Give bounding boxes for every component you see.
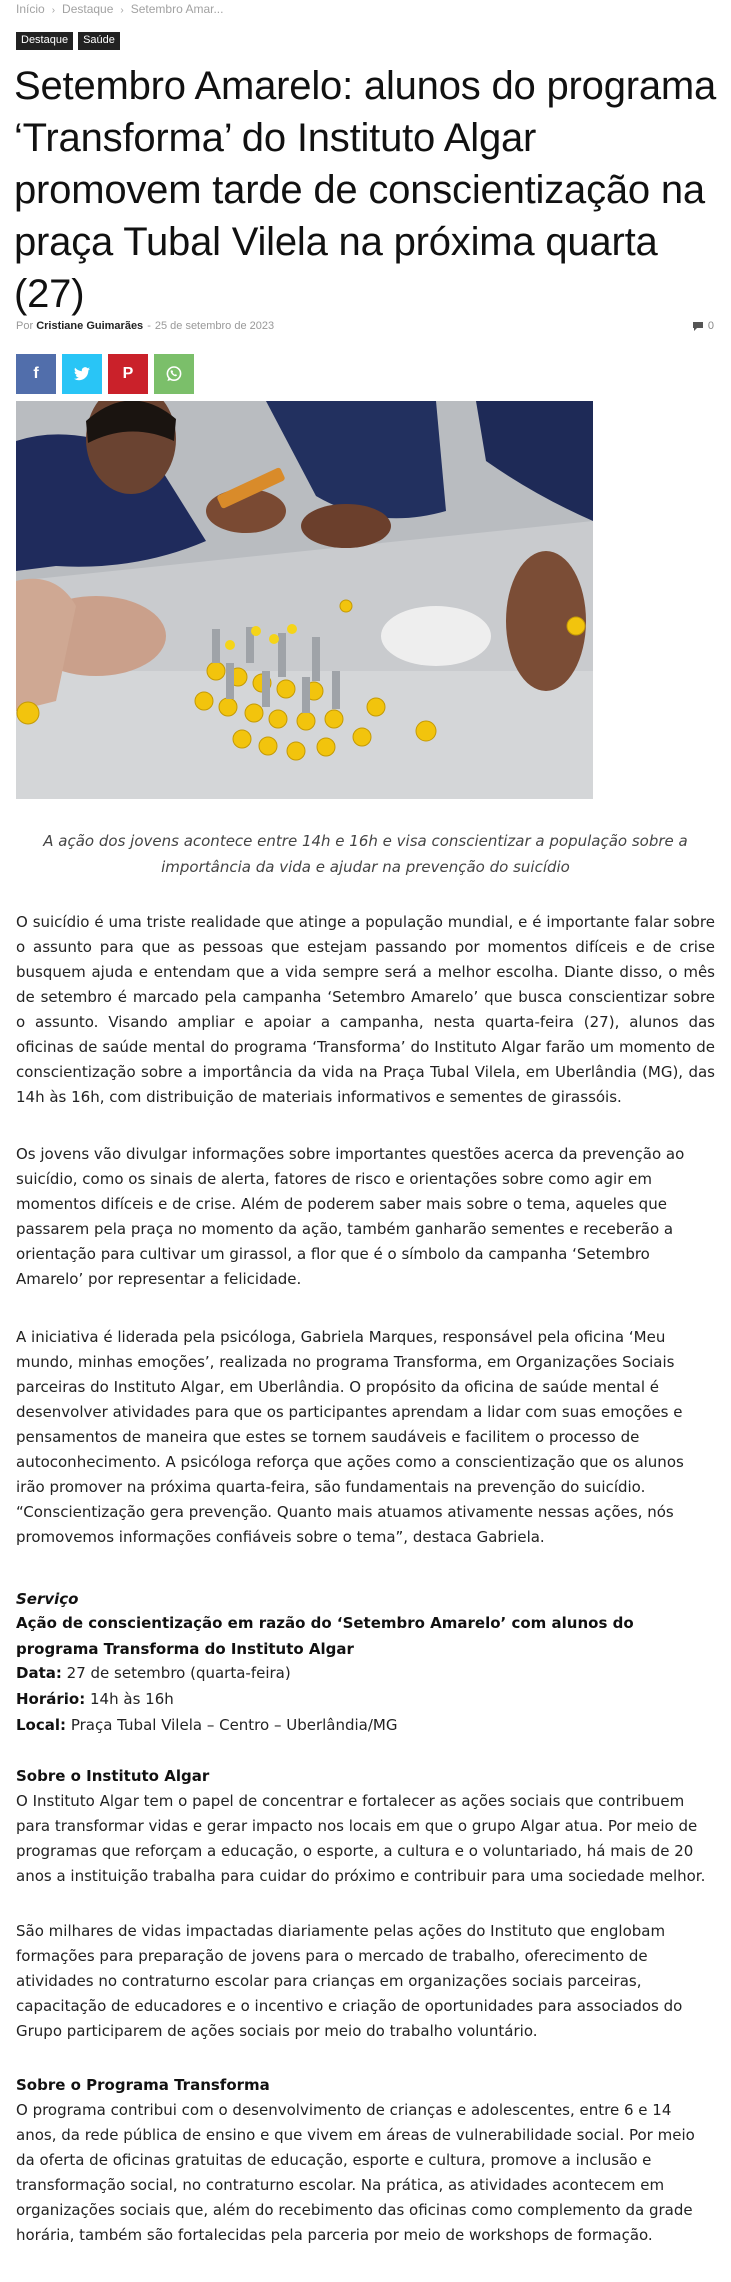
- pinterest-icon: P: [122, 365, 134, 382]
- author-link[interactable]: Cristiane Guimarães: [36, 320, 144, 332]
- paragraph-3: A iniciativa é liderada pela psicóloga, Gabriela Marques, responsável pela oficina ‘Meu mundo, minhas emoções’, realizada no programa Transforma, em Organizações Sociais parceiras do Instituto Algar, em Uberlândia. O propósito da oficina de saúde mental é desenvolver atividades para que os participantes aprendam a lidar com suas emoções e pensamentos de maneira que estes se tornem saudáveis e facilitem o processo de autoconhecimento. A psicóloga reforça que ações como a conscientização que os alunos irão promover na próxima quarta-feira, são fundamentais na prevenção do suicídio. “Conscientização gera prevenção. Quanto mais atuamos ativamente nessas ações, nós promovemos informações confiáveis sobre o tema”, destaca Gabriela.: [16, 1328, 684, 1546]
- about-algar-paragraph-1: O Instituto Algar tem o papel de concentrar e fortalecer as ações sociais que contribuem para transformar vidas e gerar impacto nos locais em que o grupo Algar atua. Por meio de programas que reforçam a educação, o esporte, a cultura e o voluntariado, há mais de 20 anos a instituição trabalha para cuidar do próximo e contribuir para uma sociedade melhor.: [16, 1792, 706, 1885]
- publish-date: 25 de setembro de 2023: [154, 320, 275, 332]
- service-time-value: 14h às 16h: [90, 1690, 174, 1708]
- service-date: [16, 1660, 291, 1686]
- meta-separator: -: [147, 320, 151, 332]
- breadcrumb-separator-icon: ›: [51, 5, 56, 16]
- article-title: Setembro Amarelo: alunos do programa ‘Transforma’ do Instituto Algar promovem tarde de conscientização na praça Tubal Vilela na próxima quarta (27): [14, 64, 717, 316]
- whatsapp-share-button[interactable]: [154, 354, 194, 394]
- service-location-value: Praça Tubal Vilela – Centro – Uberlândia/MG: [70, 1716, 398, 1734]
- service-heading: Serviço: [16, 1590, 79, 1608]
- whatsapp-icon: [165, 365, 183, 383]
- article-meta: [16, 320, 274, 332]
- category-tag-destaque[interactable]: Destaque: [16, 32, 73, 50]
- breadcrumb: [16, 2, 223, 16]
- facebook-share-button[interactable]: [16, 354, 56, 394]
- breadcrumb-home[interactable]: Início: [16, 2, 45, 16]
- breadcrumb-separator-icon: ›: [120, 5, 124, 16]
- comments-link[interactable]: [692, 320, 714, 332]
- share-buttons: [16, 354, 194, 394]
- paragraph-1: O suicídio é uma triste realidade que atinge a população mundial, e é importante falar sobre o assunto para que as pessoas que estejam passando por momentos difíceis e de crise busquem ajuda e entendam que a vida sempre será a melhor escolha. Diante disso, o mês de setembro é marcado pela campanha ‘Setembro Amarelo’ que busca conscientizar sobre o assunto. Visando ampliar e apoiar a campanha, nesta quarta-feira (27), alunos das oficinas de saúde mental do programa ‘Transforma’ do Instituto Algar farão um momento de conscientização sobre a importância da vida na Praça Tubal Vilela, em Uberlândia (MG), das 14h às 16h, com distribuição de materiais informativos e sementes de girassóis.: [16, 913, 715, 1106]
- service-location: [16, 1712, 398, 1738]
- comment-count: 0: [707, 320, 714, 332]
- by-label: Por: [16, 320, 34, 332]
- service-date-label: Data:: [16, 1664, 62, 1682]
- comment-icon: [692, 321, 704, 332]
- facebook-icon: f: [33, 365, 39, 382]
- breadcrumb-current: Setembro Amar...: [130, 2, 224, 16]
- twitter-icon: [74, 367, 90, 381]
- service-location-label: Local:: [16, 1716, 67, 1734]
- article-photo: [16, 401, 593, 799]
- category-tag-saude[interactable]: Saúde: [78, 32, 120, 50]
- pinterest-share-button[interactable]: [108, 354, 148, 394]
- breadcrumb-destaque[interactable]: Destaque: [62, 2, 114, 16]
- service-date-value: 27 de setembro (quarta-feira): [66, 1664, 291, 1682]
- about-program-paragraph: O programa contribui com o desenvolvimento de crianças e adolescentes, entre 6 e 14 anos, da rede pública de ensino e que vivem em áreas de vulnerabilidade social. Por meio da oferta de oficinas gratuitas de educação, esporte e cultura, promove a inclusão e transformação social, no contraturno escolar. Na prática, as atividades acontecem em organizações sociais que, além do recebimento das oficinas como complemento da grade horária, também são fortalecidas pela parceria por meio de workshops de formação.: [16, 2101, 695, 2244]
- paragraph-2: Os jovens vão divulgar informações sobre importantes questões acerca da prevenção ao suicídio, como os sinais de alerta, fatores de risco e orientações sobre como agir em momentos difíceis e de crise. Além de poderem saber mais sobre o tema, aqueles que passarem pela praça no momento da ação, também ganharão sementes e receberão a orientação para cultivar um girassol, a flor que é o símbolo da campanha ‘Setembro Amarelo’ por representar a felicidade.: [16, 1145, 685, 1288]
- category-tags: [16, 32, 120, 50]
- photo-caption: A ação dos jovens acontece entre 14h e 16h e visa conscientizar a população sobre a importância da vida e ajudar na prevenção do suicídio: [43, 832, 688, 876]
- twitter-share-button[interactable]: [62, 354, 102, 394]
- service-subheading: Ação de conscientização em razão do ‘Setembro Amarelo’ com alunos do programa Transforma do Instituto Algar: [16, 1614, 634, 1658]
- about-program-heading: Sobre o Programa Transforma: [16, 2076, 270, 2094]
- service-time-label: Horário:: [16, 1690, 86, 1708]
- about-algar-heading: Sobre o Instituto Algar: [16, 1767, 210, 1785]
- service-time: [16, 1686, 174, 1712]
- about-algar-paragraph-2: São milhares de vidas impactadas diariamente pelas ações do Instituto que englobam formações para preparação de jovens para o mercado de trabalho, oferecimento de atividades no contraturno escolar para crianças em organizações sociais parceiras, capacitação de educadores e o incentivo e criação de oportunidades para associados do Grupo participarem de ações sociais por meio do trabalho voluntário.: [16, 1922, 683, 2040]
